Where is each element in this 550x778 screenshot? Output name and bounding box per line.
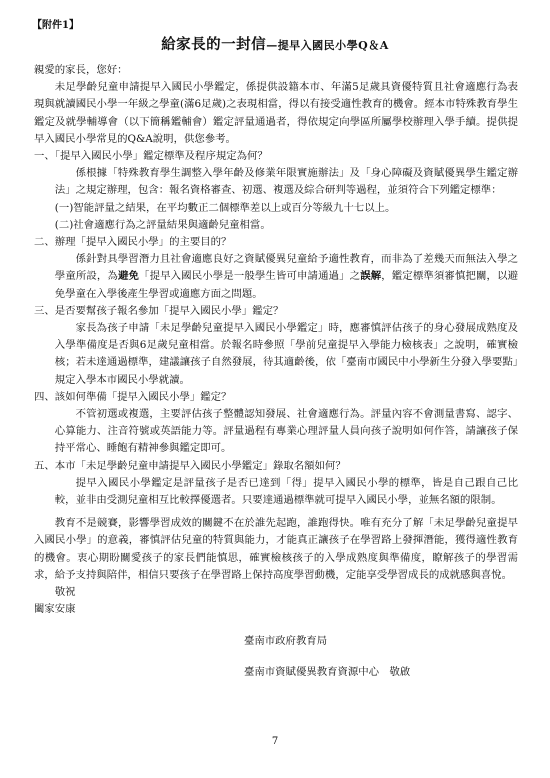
question-1-criterion-1: (一)智能評量之結果，在平均數正二個標準差以上或百分等級九十七以上。 (54, 201, 396, 214)
intro-paragraph: 未足學齡兒童申請提早入國民小學鑑定，係提供設籍本市、年滿5足歲具資優特質且社會適應行為表現與就讀國民小學一年級之學童(滿6足歲)之表現相當，得以有接受適性教育的機會。經本市特殊教育學生鑑定及就學輔導會（以下簡稱鑑輔會）鑑定評量通過者，得依規定向學區所屬學校辦理入學手續。提供提早入國民小學常見的Q&A說明，供您參考。 (34, 81, 518, 145)
closing-blessing: 闔家安康 (34, 603, 76, 616)
question-1-heading: 一、「提早入國民小學」鑑定標準及程序規定為何？ (34, 150, 268, 163)
title-main: 給家長的一封信 (161, 36, 267, 53)
page-number: 7 (271, 736, 279, 747)
question-1-body: 係根據「特殊教育學生調整入學年齡及修業年限實施辦法」及「身心障礙及資賦優異學生鑑定辦法」之規定辦理，包含：報名資格審查、初選、複選及綜合研判等過程，並須符合下列鑑定標準： (54, 167, 518, 197)
question-3-body: 家長為孩子申請「未足學齡兒童提早入國民小學鑑定」時，應審慎評估孩子的身心發展成熟度及入學準備度是否與6足歲兒童相當。於報名時參照「學前兒童提早入學能力檢核表」之說明，確實檢核；若未達通過標準，建議讓孩子自然發展，待其適齡後，依「臺南市國民中小學新生分發入學要點」規定入學本市國民小學就讀。 (54, 322, 518, 386)
greeting: 親愛的家長，您好： (34, 64, 128, 76)
question-2-heading: 二、辦理「提早入國民小學」的主要目的？ (34, 236, 232, 249)
question-5-heading: 五、本市「未足學齡兒童申請提早入國民小學鑑定」錄取名額如何？ (34, 459, 346, 472)
question-4-body: 不管初選或複選，主要評估孩子整體認知發展、社會適應行為。評量內容不會測量書寫、認字、心算能力、注音符號或英語能力等。評量過程有專業心理評量人員向孩子說明如何作答，請讓孩子保持平常心、睡飽有精神參與鑑定即可。 (54, 408, 518, 455)
signature-center: 臺南市資賦優異教育資源中心 敬啟 (244, 665, 411, 678)
question-2-body-part-b: 「提早入國民小學是一般學生皆可申請通過」之 (139, 270, 361, 283)
question-2-body-part-a: 係針對具學習潛力且社會適應良好之資賦優異兒童給予適性教育，而非為了差幾天而無法入學之學童所設，為 (54, 253, 518, 283)
question-1-criterion-2: (二)社會適應行為之評量結果與適齡兒童相當。 (54, 218, 271, 231)
question-2-emphasis-misunderstanding: 誤解 (360, 270, 382, 283)
question-2-emphasis-avoid: 避免 (117, 270, 140, 283)
question-4-heading: 四、該如何準備「提早入國民小學」鑑定？ (34, 390, 232, 403)
attachment-label: 【附件1】 (32, 20, 79, 31)
title-sub: —提早入國民小學Q＆A (266, 39, 389, 52)
question-5-body: 提早入國民小學鑑定是評量孩子是否已達到「得」提早入國民小學的標準，皆是自己跟自己比較，並非由受測兒童相互比較擇優選者。只要達通過標準就可提早入國民小學，並無名額的限制。 (54, 476, 518, 507)
signature-bureau: 臺南市政府教育局 (244, 634, 328, 647)
question-2-body (34, 251, 518, 303)
question-3-heading: 三、是否要幫孩子報名參加「提早入國民小學」鑑定？ (34, 304, 284, 317)
question-2-body-part-c: ，鑑定標準須審慎把關，以避免學童在入學後產生學習或適應方面之問題。 (54, 270, 519, 300)
closing-respect: 敬祝 (54, 586, 76, 599)
conclusion-paragraph: 教育不是競賽，影響學習成效的關鍵不在於誰先起跑，誰跑得快。唯有充分了解「未足學齡兒童提早入國民小學」的意義，審慎評估兒童的特質與能力，才能真正讓孩子在學習路上發揮潛能，獲得適性教育的機會。衷心期盼關愛孩子的家長們能慎思，確實檢核孩子的入學成熟度與準備度，瞭解孩子的學習需求，給予支持與陪伴，相信只要孩子在學習路上保持高度學習動機，定能享受學習成長的成就感與喜悅。 (34, 517, 518, 581)
letter-body (34, 62, 518, 681)
document-title (0, 33, 550, 54)
